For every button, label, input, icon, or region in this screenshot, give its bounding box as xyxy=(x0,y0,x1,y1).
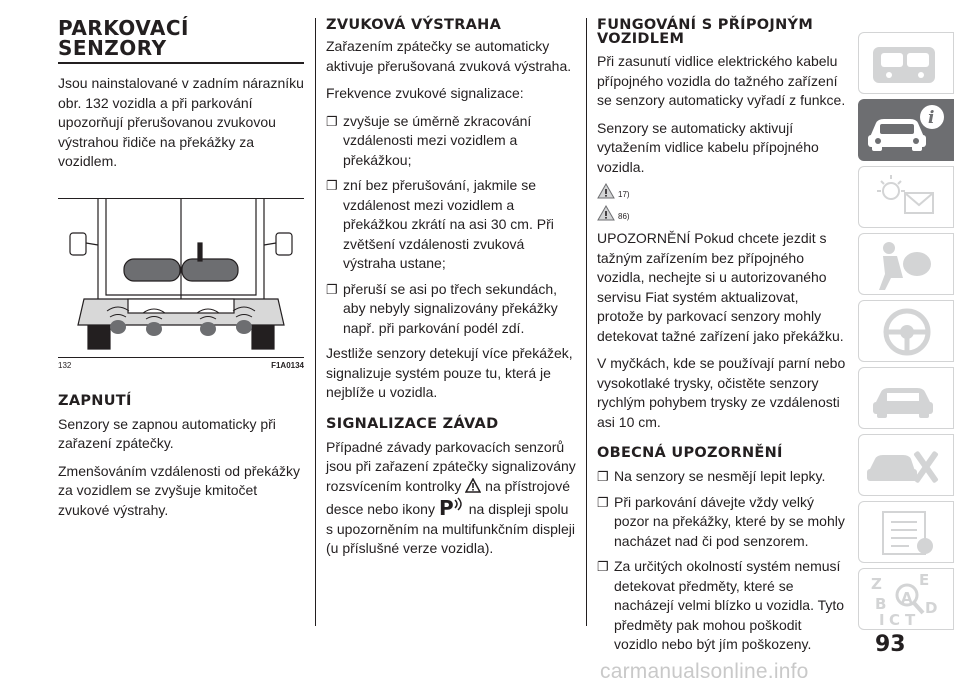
page-number: 93 xyxy=(875,632,906,657)
towing-paragraph-3: UPOZORNĚNÍ Pokud chcete jezdit s tažným zařízením bez přípojného vozidla, nechejte si u autorizovaného servisu Fiat systém aktualizovat, protože by parkovací senzory mohly detekovat tažné zařízení jako překážku. xyxy=(597,230,844,344)
checkbox-bullet-icon: ❐ xyxy=(597,469,609,484)
index-letter: I xyxy=(879,611,885,629)
airbag-icon xyxy=(859,234,955,296)
index-letter: B xyxy=(875,595,887,613)
svg-text:i: i xyxy=(928,108,935,128)
tab-warning-lights[interactable] xyxy=(858,166,954,228)
index-letter: Z xyxy=(871,575,882,593)
section-title-towing: FUNGOVÁNÍ S PŘÍPOJNÝM VOZIDLEM xyxy=(597,17,814,47)
acoustic-paragraph-3: Jestliže senzory detekují více překážek, signalizuje systém pouze tu, která je nejblíže u vozidla. xyxy=(326,345,573,400)
tab-technical-data[interactable] xyxy=(858,501,954,563)
figure-van-rear xyxy=(58,198,304,358)
figure-caption xyxy=(58,361,304,370)
tab-starting-driving[interactable] xyxy=(858,300,954,362)
towing-paragraph-4: V myčkách, kde se používají parní nebo vysokotlaké trysky, očistěte senzory rychlým pohybem trysky ze vzdálenosti asi 10 cm. xyxy=(597,355,846,430)
tab-alphabetical-index[interactable] xyxy=(858,568,954,630)
parking-display-icon xyxy=(439,496,465,518)
column-parking-sensors xyxy=(58,18,304,528)
column-divider xyxy=(586,18,587,626)
warning-ref-number: 86) xyxy=(618,212,630,221)
list-item: ❐ Na senzory se nesmějí lepit lepky. xyxy=(597,467,847,487)
watermark: carmanualsonline.info xyxy=(600,660,809,683)
warning-triangle-icon xyxy=(597,183,615,199)
section-title-fault-signal: SIGNALIZACE ZÁVAD xyxy=(326,415,499,432)
car-service-icon xyxy=(859,435,955,497)
figure-code: F1A0134 xyxy=(271,360,304,370)
tab-safety[interactable] xyxy=(858,233,954,295)
towing-paragraph-1: Při zasunutí vidlice elektrického kabelu přípojného vozidla do tažného zařízení se senzory automaticky vyřadí z funkce. xyxy=(597,53,846,108)
column-towing xyxy=(597,18,847,661)
activation-paragraph-1: Senzory se zapnou automaticky při zařazení zpátečky. xyxy=(58,415,276,451)
checkbox-bullet-icon: ❐ xyxy=(597,494,609,510)
warning-triangle-icon xyxy=(597,205,615,221)
section-title-acoustic-warning: ZVUKOVÁ VÝSTRAHA xyxy=(326,17,502,33)
section-title-general-warnings: OBECNÁ UPOZORNĚNÍ xyxy=(597,445,783,461)
warning-reference[interactable] xyxy=(597,179,847,199)
warning-ref-number: 17) xyxy=(618,190,630,199)
index-letter: T xyxy=(905,611,916,629)
car-info-icon xyxy=(858,99,954,161)
list-item: ❐ Při parkování dávejte vždy velký pozor na překážky, které by se mohly nacházet nad či pod senzorem. xyxy=(597,493,845,549)
warning-lights-icon xyxy=(859,167,955,229)
tab-emergency[interactable] xyxy=(858,367,954,429)
warning-reference[interactable] xyxy=(597,201,847,221)
tab-car-info[interactable] xyxy=(858,99,954,161)
checkbox-bullet-icon: ❐ xyxy=(326,113,338,129)
fault-paragraph: Případné závady parkovacích senzorů jsou při zařazení zpátečky signalizovány rozsvícením kontrolky na přístrojové desce nebo ikony P na displeji spolu s upozorněním na multifunkčním displeji (u příslušné verze vozidla). xyxy=(326,438,576,556)
section-title-parking-sensors: PARKOVACÍ SENZORY xyxy=(58,16,189,60)
checkbox-bullet-icon: ❐ xyxy=(597,559,609,574)
activation-paragraph-2: Zmenšováním vzdálenosti od překážky za vozidlem se zvyšuje kmitočet zvukové výstrahy. xyxy=(58,462,300,518)
towing-paragraph-2: Senzory se automaticky aktivují vytažením vidlice kabelu přípojného vozidla. xyxy=(597,119,819,175)
index-letter: E xyxy=(919,571,930,589)
checkbox-bullet-icon: ❐ xyxy=(326,281,338,297)
list-item: ❐ Za určitých okolností systém nemusí detekovat předměty, které se nacházejí velmi blízko u vozidla. Tyto předměty pak mohou poškodit vozidlo nebo být jím poškozeny. xyxy=(597,558,845,652)
list-item: ❐ zní bez přerušování, jakmile se vzdálenost mezi vozidlem a překážkou zkrátí na asi 30 cm. Při zvětšení vzdálenosti zvuková výstraha ustane; xyxy=(326,177,554,271)
chapter-sidebar xyxy=(858,32,954,635)
section-title-activation: ZAPNUTÍ xyxy=(58,392,132,409)
svg-text:P: P xyxy=(438,496,454,518)
technical-data-icon xyxy=(859,502,955,564)
alphabetical-index-icon xyxy=(859,569,955,631)
parking-sensor-warning-icon xyxy=(465,478,481,493)
acoustic-paragraph-1: Zařazením zpátečky se automaticky aktivuje přerušovaná zvuková výstraha. xyxy=(326,38,572,74)
title-underline xyxy=(58,62,304,64)
car-breakdown-icon xyxy=(859,368,955,430)
list-item: ❐ přeruší se asi po třech sekundách, aby nebyly signalizovány překážky např. při parkování podél zdí. xyxy=(326,280,558,336)
steering-wheel-icon xyxy=(859,301,955,363)
index-letter: A xyxy=(901,589,913,607)
tab-maintenance[interactable] xyxy=(858,434,954,496)
van-rear-illustration xyxy=(58,199,304,357)
index-letter: D xyxy=(925,599,938,617)
acoustic-paragraph-2: Frekvence zvukové signalizace: xyxy=(326,85,524,101)
car-dashboard-icon xyxy=(859,33,955,95)
column-acoustic-warning xyxy=(326,18,576,567)
tab-dashboard[interactable] xyxy=(858,32,954,94)
figure-number: 132 xyxy=(58,360,72,370)
index-letter: C xyxy=(889,611,901,629)
checkbox-bullet-icon: ❐ xyxy=(326,178,338,193)
intro-paragraph: Jsou nainstalované v zadním nárazníku obr. 132 vozidla a při parkování upozorňují přerušovanou zvukovou výstrahou řidiče na překážky za vozidlem. xyxy=(58,75,304,169)
column-divider xyxy=(315,18,316,626)
list-item: ❐ zvyšuje se úměrně zkracování vzdálenosti mezi vozidlem a překážkou; xyxy=(326,112,532,168)
